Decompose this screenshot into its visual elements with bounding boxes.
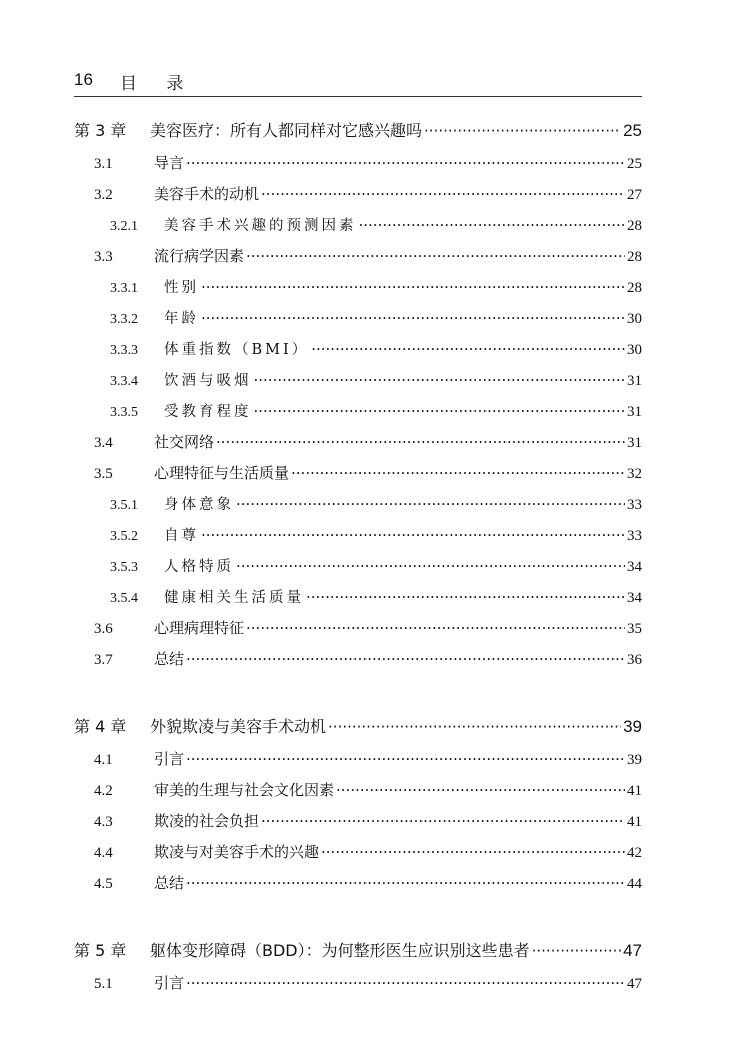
subsection-entry[interactable] [74,396,642,427]
entry-title: 心理特征与生活质量 [154,464,290,482]
entry-number: 第 4 章 [74,717,127,736]
entry-number: 3.3.1 [110,281,138,296]
entry-page-number: 25 [623,121,642,140]
dot-leader [336,775,625,806]
section-entry[interactable] [74,613,642,644]
entry-title: 美容医疗：所有人都同样对它感兴趣吗 [150,121,423,140]
entry-page-number: 27 [627,187,642,203]
entry-page-number: 32 [627,466,642,482]
entry-title: 总结 [154,650,185,668]
entry-number: 3.5.3 [110,560,138,575]
entry-number: 3.2.1 [110,219,138,234]
entry-page-number: 30 [627,342,642,358]
entry-title: 导言 [154,154,185,172]
dot-leader [321,837,625,868]
section-entry[interactable] [74,179,642,210]
dot-leader [236,489,625,520]
entry-page-number: 41 [627,814,642,830]
dot-leader [186,644,625,675]
entry-number: 第 5 章 [74,941,127,960]
entry-title: 外貌欺凌与美容手术动机 [150,717,327,736]
running-header [74,68,642,97]
dot-leader [236,551,625,582]
entry-number: 3.3.2 [110,312,138,327]
section-entry[interactable] [74,427,642,458]
entry-number: 3.3.4 [110,374,138,389]
dot-leader [261,179,625,210]
section-entry[interactable] [74,644,642,675]
entry-title: 体重指数（BMI） [164,342,310,358]
entry-title: 总结 [154,874,185,892]
entry-number: 5.1 [94,976,113,992]
dot-leader [201,520,625,551]
entry-title: 引言 [154,750,185,768]
entry-page-number: 47 [623,941,642,960]
dot-leader [246,241,625,272]
entry-number: 3.5.4 [110,591,138,606]
dot-leader [424,114,621,148]
dot-leader [328,710,621,744]
dot-leader [532,934,621,968]
entry-title: 性别 [164,280,199,296]
section-entry[interactable] [74,837,642,868]
table-of-contents [74,114,642,999]
entry-number: 4.3 [94,814,113,830]
entry-number: 3.5.2 [110,529,138,544]
entry-number: 4.2 [94,783,113,799]
entry-title: 欺凌与对美容手术的兴趣 [154,843,320,861]
subsection-entry[interactable] [74,334,642,365]
entry-page-number: 34 [627,559,642,575]
entry-number: 3.3.5 [110,405,138,420]
entry-page-number: 31 [627,404,642,420]
subsection-entry[interactable] [74,520,642,551]
entry-title: 饮酒与吸烟 [164,373,252,389]
entry-page-number: 35 [627,621,642,637]
entry-page-number: 34 [627,590,642,606]
dot-leader [186,968,625,999]
dot-leader [261,806,625,837]
entry-page-number: 42 [627,845,642,861]
dot-leader [311,334,625,365]
entry-title: 美容手术兴趣的预测因素 [164,218,357,234]
entry-number: 第 3 章 [74,121,127,140]
header-page-number: 16 [74,70,93,89]
entry-page-number: 36 [627,652,642,668]
entry-number: 3.4 [94,435,113,451]
chapter-heading[interactable] [74,934,642,968]
entry-number: 3.6 [94,621,113,637]
entry-page-number: 33 [627,497,642,513]
dot-leader [291,458,625,489]
entry-title: 身体意象 [164,497,234,513]
chapter-spacer [74,675,642,710]
subsection-entry[interactable] [74,489,642,520]
entry-page-number: 33 [627,528,642,544]
entry-title: 引言 [154,974,185,992]
subsection-entry[interactable] [74,582,642,613]
entry-page-number: 30 [627,311,642,327]
entry-title: 躯体变形障碍（BDD）：为何整形医生应识别这些患者 [150,941,530,960]
section-entry[interactable] [74,806,642,837]
section-entry[interactable] [74,744,642,775]
entry-page-number: 39 [623,717,642,736]
dot-leader [359,210,626,241]
entry-number: 4.5 [94,876,113,892]
entry-number: 3.5.1 [110,498,138,513]
section-entry[interactable] [74,775,642,806]
entry-page-number: 28 [627,249,642,265]
entry-page-number: 25 [627,156,642,172]
entry-title: 审美的生理与社会文化因素 [154,781,335,799]
entry-title: 受教育程度 [164,404,252,420]
entry-title: 美容手术的动机 [154,185,260,203]
entry-number: 3.2 [94,187,113,203]
dot-leader [306,582,625,613]
dot-leader [254,365,626,396]
dot-leader [186,744,625,775]
dot-leader [201,272,625,303]
entry-title: 健康相关生活质量 [164,590,304,606]
entry-page-number: 28 [627,280,642,296]
header-title: 目 录 [120,74,196,94]
subsection-entry[interactable] [74,303,642,334]
dot-leader [246,613,625,644]
chapter-spacer [74,899,642,934]
entry-title: 社交网络 [154,433,215,451]
entry-number: 3.5 [94,466,113,482]
subsection-entry[interactable] [74,272,642,303]
dot-leader [216,427,625,458]
dot-leader [201,303,625,334]
entry-number: 3.1 [94,156,113,172]
entry-title: 人格特质 [164,559,234,575]
subsection-entry[interactable] [74,551,642,582]
section-entry[interactable] [74,458,642,489]
dot-leader [186,868,625,899]
entry-page-number: 39 [627,752,642,768]
entry-title: 自尊 [164,528,199,544]
entry-title: 流行病学因素 [154,247,245,265]
subsection-entry[interactable] [74,365,642,396]
entry-page-number: 28 [627,218,642,234]
entry-page-number: 31 [627,435,642,451]
section-entry[interactable] [74,868,642,899]
entry-title: 心理病理特征 [154,619,245,637]
section-entry[interactable] [74,148,642,179]
entry-number: 4.1 [94,752,113,768]
entry-number: 3.3 [94,249,113,265]
entry-title: 年龄 [164,311,199,327]
entry-number: 4.4 [94,845,113,861]
entry-number: 3.3.3 [110,343,138,358]
subsection-entry[interactable] [74,210,642,241]
entry-number: 3.7 [94,652,113,668]
dot-leader [254,396,626,427]
entry-page-number: 31 [627,373,642,389]
chapter-heading[interactable] [74,710,642,744]
dot-leader [186,148,625,179]
entry-page-number: 47 [627,976,642,992]
entry-title: 欺凌的社会负担 [154,812,260,830]
entry-page-number: 44 [627,876,642,892]
section-entry[interactable] [74,968,642,999]
chapter-heading[interactable] [74,114,642,148]
entry-page-number: 41 [627,783,642,799]
section-entry[interactable] [74,241,642,272]
